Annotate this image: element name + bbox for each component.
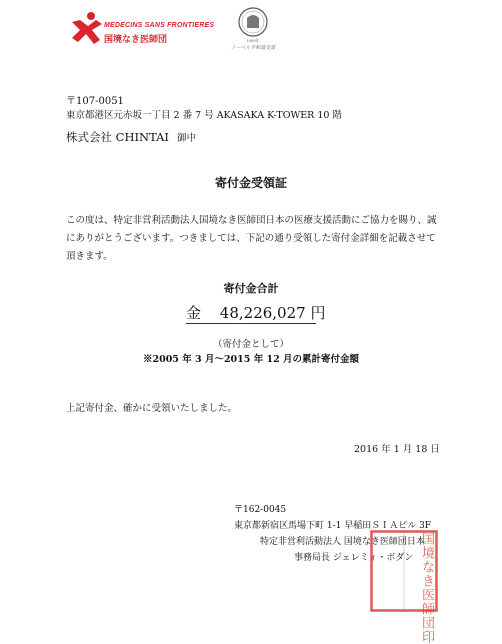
donation-period: ※2005 年 3 月～2015 年 12 月の累計寄付金額	[142, 354, 360, 365]
donation-note: （寄付金として）	[212, 339, 289, 350]
sender-title-name: 事務局長 ジェレミィ・ボダン	[294, 553, 414, 563]
sender-postal: 〒162-0045	[234, 505, 287, 515]
amount-row	[186, 302, 326, 324]
document-title: 寄付金受領証	[214, 176, 287, 190]
document-body: この度は、特定非営利活動法人国境なき医師団日本の医療支援活動にご協力を賜り、誠にありがとうございます。つきましては、下記の通り受領した寄付金詳細を記載させて頂きます。	[66, 215, 437, 262]
total-label: 寄付金合計	[223, 282, 279, 295]
recipient-address: 東京都港区元赤坂一丁目 2 番 7 号 AKASAKA K-TOWER 10 階	[66, 110, 342, 121]
nobel-prize-mark	[228, 6, 278, 58]
seal-text: 国境なき医師団印	[419, 532, 434, 644]
msf-logo	[66, 8, 215, 48]
recipient-line	[66, 126, 196, 145]
award-caption: ノーベル平和賞受賞	[230, 45, 276, 51]
org-name-en: MEDECINS SANS FRONTIERES	[104, 22, 215, 29]
recipient-honorific: 御中	[177, 133, 197, 144]
recipient-company: 株式会社 CHINTAI	[66, 130, 169, 144]
amount-value: 48,226,027	[219, 304, 306, 322]
official-seal	[370, 530, 438, 644]
amount-prefix: 金	[186, 304, 202, 322]
issue-date: 2016 年 1 月 18 日	[354, 444, 440, 455]
recipient-postal: 〒107-0051	[66, 96, 124, 107]
org-name-ja: 国境なき医師団	[104, 34, 168, 44]
msf-runner-icon	[66, 8, 106, 48]
sender-org: 特定非営利活動法人 国境なき医師団日本	[260, 537, 425, 547]
sender-address: 東京都新宿区馬場下町 1-1 早稲田ＳＩＡビル 3F	[234, 521, 432, 531]
amount-suffix: 円	[310, 304, 326, 322]
award-year: 1999年	[246, 38, 260, 43]
received-statement: 上記寄付金、確かに受領いたしました。	[66, 403, 238, 414]
nobel-medal-icon	[228, 6, 278, 38]
